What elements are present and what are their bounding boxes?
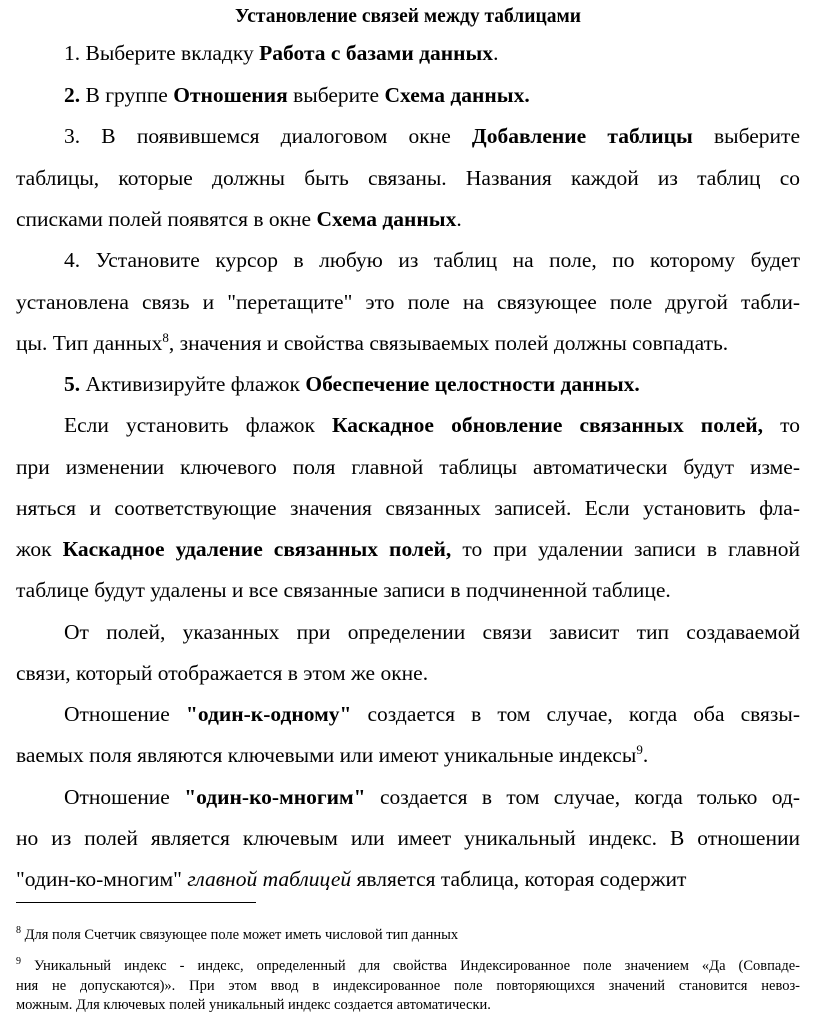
cascade-line-3: няться и соответствующие значения связанных записей. Если установить фла- bbox=[16, 496, 800, 520]
footnote-9-text: Уникальный индекс - индекс, определенный для свойства Индексированное поле значением «Да (Совпаде- bbox=[21, 958, 800, 974]
one-to-one-line-2-text: ваемых поля являются ключевыми или имеют уникальные индексы bbox=[16, 743, 637, 767]
cascade-line-4-end: то при удалении записи в главной bbox=[451, 537, 801, 561]
one-to-one-line-1 bbox=[64, 699, 800, 729]
footnote-8-marker: 8 bbox=[16, 925, 21, 936]
footnote-9-line-3: можным. Для ключевых полей уникальный индекс создается автоматически. bbox=[16, 997, 491, 1013]
step-5-number: 5. bbox=[64, 372, 81, 396]
step-3-text: 3. В появившемся диалоговом окне bbox=[64, 124, 472, 148]
step-3-line-1 bbox=[64, 121, 800, 151]
cascade-update-bold: Каскадное обновление связанных полей, bbox=[332, 413, 764, 437]
cascade-line-1-text: Если установить флажок bbox=[64, 413, 332, 437]
cascade-delete-bold: Каскадное удаление связанных полей, bbox=[62, 537, 452, 561]
cascade-line-4 bbox=[16, 534, 800, 564]
step-3-end: выберите bbox=[692, 124, 800, 148]
step-2-bold-1: Отношения bbox=[173, 83, 288, 107]
footnote-ref-8: 8 bbox=[162, 330, 169, 345]
step-1-number: 1. bbox=[64, 41, 81, 65]
cascade-line-5: таблице будут удалены и все связанные записи в подчиненной таблице. bbox=[16, 578, 671, 602]
step-2-number: 2. bbox=[64, 83, 81, 107]
step-3-line-3-bold: Схема данных bbox=[316, 207, 457, 231]
step-2-text: В группе bbox=[80, 83, 174, 107]
step-3-line-2: таблицы, которые должны быть связаны. Названия каждой из таблиц со bbox=[16, 166, 800, 190]
one-to-many-line-3-end: является таблица, которая содержит bbox=[351, 867, 687, 891]
step-4-line-3 bbox=[16, 328, 800, 358]
one-to-one-line-2 bbox=[16, 740, 800, 770]
one-to-many-line-3-text: "один-ко-многим" bbox=[16, 867, 188, 891]
main-table-italic: главной таблицей bbox=[187, 867, 352, 891]
one-to-one-line-2-end: . bbox=[642, 743, 649, 767]
footnote-divider bbox=[16, 902, 256, 903]
footnote-8 bbox=[16, 925, 800, 946]
step-1-bold: Работа с базами данных bbox=[259, 41, 494, 65]
step-3-line-3-text: списками полей появятся в окне bbox=[16, 207, 317, 231]
footnote-8-text: Для поля Счетчик связующее поле может иметь числовой тип данных bbox=[21, 927, 459, 943]
step-5 bbox=[64, 369, 800, 399]
one-to-many-text: Отношение bbox=[64, 785, 185, 809]
one-to-one-end: создается в том случае, когда оба связы- bbox=[351, 702, 800, 726]
step-3-line-3-end: . bbox=[456, 207, 462, 231]
step-4-line-3-text: цы. Тип данных bbox=[16, 331, 163, 355]
step-2 bbox=[64, 80, 800, 110]
one-to-many-line-3 bbox=[16, 864, 800, 894]
page-title: Установление связей между таблицами bbox=[235, 6, 581, 27]
cascade-line-1 bbox=[64, 410, 800, 440]
step-3-line-3 bbox=[16, 204, 800, 234]
cascade-line-2: при изменении ключевого поля главной таблицы автоматически будут изме- bbox=[16, 455, 800, 479]
one-to-many-end: создается в том случае, когда только од- bbox=[365, 785, 800, 809]
one-to-many-line-1 bbox=[64, 782, 800, 812]
step-2-bold-2: Схема данных. bbox=[384, 83, 530, 107]
step-5-bold: Обеспечение целостности данных. bbox=[305, 372, 640, 396]
cascade-line-4-text: жок bbox=[16, 537, 63, 561]
footnote-9-marker: 9 bbox=[16, 956, 21, 967]
cascade-line-1-end: то bbox=[763, 413, 801, 437]
footnote-9-line-2: ния не допускаются)». При этом ввод в индексированное поле повторяющихся значений становится невоз- bbox=[16, 978, 800, 994]
step-5-text: Активизируйте флажок bbox=[80, 372, 306, 396]
step-1-end: . bbox=[493, 41, 499, 65]
one-to-one-text: Отношение bbox=[64, 702, 186, 726]
step-2-mid: выберите bbox=[287, 83, 385, 107]
type-line-2: связи, который отображается в этом же окне. bbox=[16, 661, 429, 685]
type-line-1: От полей, указанных при определении связи зависит тип создаваемой bbox=[64, 620, 800, 644]
step-1 bbox=[64, 38, 800, 68]
one-to-one-bold: "один-к-одному" bbox=[185, 702, 352, 726]
one-to-many-line-2: но из полей является ключевым или имеет уникальный индекс. В отношении bbox=[16, 826, 800, 850]
step-4-line-1: 4. Установите курсор в любую из таблиц на поле, по которому будет bbox=[64, 248, 800, 272]
step-4-line-2: установлена связь и "перетащите" это поле на связующее поле другой табли- bbox=[16, 290, 800, 314]
footnote-ref-9: 9 bbox=[636, 742, 643, 757]
step-3-bold: Добавление таблицы bbox=[471, 124, 693, 148]
step-4-line-3-end: , значения и свойства связываемых полей должны совпадать. bbox=[168, 331, 729, 355]
step-1-text: Выберите вкладку bbox=[80, 41, 260, 65]
footnote-9-line-1 bbox=[16, 956, 800, 977]
one-to-many-bold: "один-ко-многим" bbox=[184, 785, 366, 809]
